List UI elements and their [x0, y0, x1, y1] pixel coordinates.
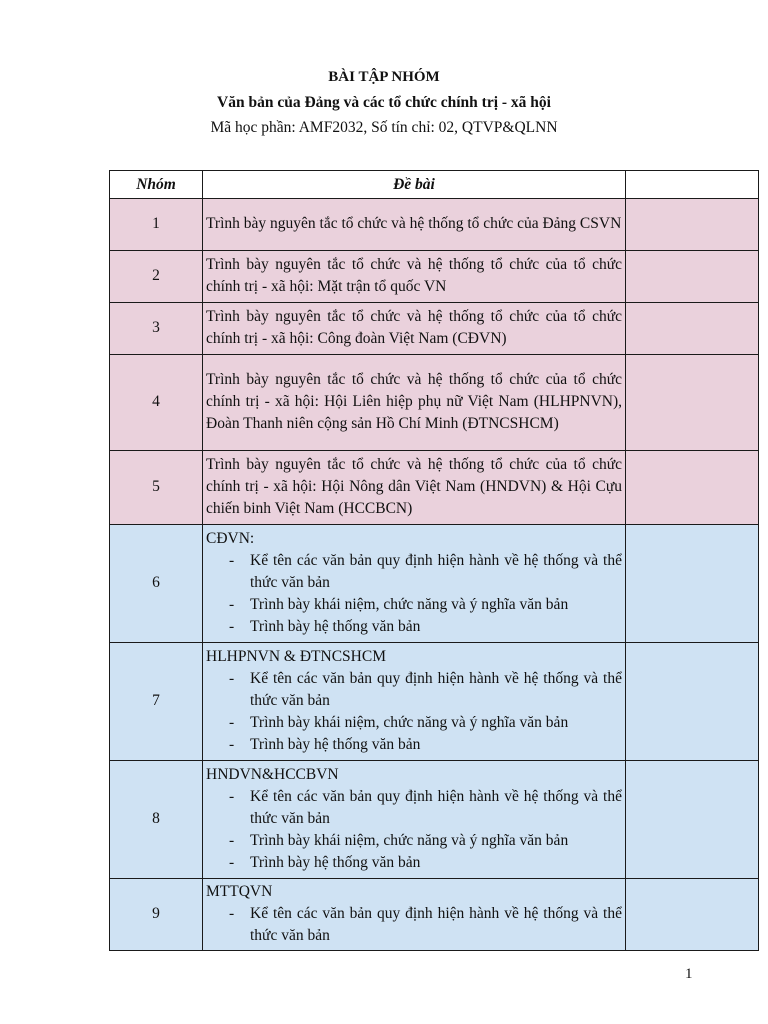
topic-cell	[203, 643, 626, 761]
header-extra	[626, 171, 759, 199]
table-row	[110, 525, 759, 643]
task-item: - Trình bày khái niệm, chức năng và ý nghĩa văn bản	[206, 594, 622, 616]
task-list	[206, 903, 622, 947]
topic-text: Trình bày nguyên tắc tổ chức và hệ thống tổ chức của tổ chức chính trị - xã hội: Hội Liên hiệp phụ nữ Việt Nam (HLHPNVN), Đoàn Thanh niên cộng sản Hồ Chí Minh (ĐTNCSHCM)	[203, 355, 626, 451]
page-number: 1	[685, 966, 693, 982]
table-row	[110, 251, 759, 303]
table-row	[110, 879, 759, 951]
header-group: Nhóm	[110, 171, 203, 199]
task-item: - Trình bày hệ thống văn bản	[206, 852, 622, 874]
topic-text: Trình bày nguyên tắc tổ chức và hệ thống tổ chức của Đảng CSVN	[203, 199, 626, 251]
document-header	[0, 66, 768, 140]
task-item: - Trình bày khái niệm, chức năng và ý nghĩa văn bản	[206, 830, 622, 852]
empty-cell	[626, 355, 759, 451]
task-item: - Trình bày hệ thống văn bản	[206, 616, 622, 638]
empty-cell	[626, 199, 759, 251]
empty-cell	[626, 643, 759, 761]
group-number: 2	[110, 251, 203, 303]
empty-cell	[626, 761, 759, 879]
group-number: 9	[110, 879, 203, 951]
task-item: - Kể tên các văn bản quy định hiện hành về hệ thống và thể thức văn bản	[229, 552, 622, 591]
group-number: 8	[110, 761, 203, 879]
group-number: 5	[110, 451, 203, 525]
org-name: MTTQVN	[206, 883, 273, 900]
list-marker: -	[229, 788, 235, 805]
list-marker: -	[229, 714, 235, 731]
topic-text: Trình bày nguyên tắc tổ chức và hệ thống tổ chức của tổ chức chính trị - xã hội: Công đoàn Việt Nam (CĐVN)	[203, 303, 626, 355]
group-number: 6	[110, 525, 203, 643]
topic-cell	[203, 879, 626, 951]
group-number: 1	[110, 199, 203, 251]
table-row	[110, 451, 759, 525]
list-marker: -	[229, 854, 235, 871]
empty-cell	[626, 525, 759, 643]
topic-text: Trình bày nguyên tắc tổ chức và hệ thống tổ chức của tổ chức chính trị - xã hội: Mặt trận tổ quốc VN	[203, 251, 626, 303]
table-row	[110, 199, 759, 251]
document-title: BÀI TẬP NHÓM	[328, 69, 440, 85]
document-subtitle: Văn bản của Đảng và các tổ chức chính trị - xã hội	[217, 94, 551, 111]
task-item: - Kể tên các văn bản quy định hiện hành về hệ thống và thể thức văn bản	[229, 788, 622, 827]
table-row	[110, 643, 759, 761]
task-item: - Kể tên các văn bản quy định hiện hành về hệ thống và thể thức văn bản	[229, 905, 622, 944]
empty-cell	[626, 303, 759, 355]
list-marker: -	[229, 736, 235, 753]
table-row	[110, 355, 759, 451]
task-item: - Trình bày hệ thống văn bản	[206, 734, 622, 756]
task-item: - Kể tên các văn bản quy định hiện hành về hệ thống và thể thức văn bản	[229, 670, 622, 709]
list-marker: -	[229, 832, 235, 849]
header-topic: Đề bài	[203, 171, 626, 199]
empty-cell	[626, 451, 759, 525]
org-name: CĐVN:	[206, 530, 255, 547]
org-name: HNDVN&HCCBVN	[206, 766, 339, 783]
assignment-table	[109, 170, 759, 951]
empty-cell	[626, 251, 759, 303]
table-header-row	[110, 171, 759, 199]
task-item: - Trình bày khái niệm, chức năng và ý nghĩa văn bản	[206, 712, 622, 734]
course-info: Mã học phần: AMF2032, Số tín chỉ: 02, QTVP&QLNN	[210, 119, 558, 136]
list-marker: -	[229, 552, 235, 569]
list-marker: -	[229, 670, 235, 687]
empty-cell	[626, 879, 759, 951]
task-list	[206, 786, 622, 874]
topic-text: Trình bày nguyên tắc tổ chức và hệ thống tổ chức của tổ chức chính trị - xã hội: Hội Nông dân Việt Nam (HNDVN) & Hội Cựu chiến binh Việt Nam (HCCBCN)	[203, 451, 626, 525]
table-row	[110, 303, 759, 355]
org-name: HLHPNVN & ĐTNCSHCM	[206, 648, 386, 665]
topic-cell	[203, 525, 626, 643]
group-number: 3	[110, 303, 203, 355]
group-number: 7	[110, 643, 203, 761]
task-list	[206, 668, 622, 756]
list-marker: -	[229, 596, 235, 613]
topic-cell	[203, 761, 626, 879]
list-marker: -	[229, 905, 235, 922]
table-row	[110, 761, 759, 879]
group-number: 4	[110, 355, 203, 451]
task-list	[206, 550, 622, 638]
list-marker: -	[229, 618, 235, 635]
